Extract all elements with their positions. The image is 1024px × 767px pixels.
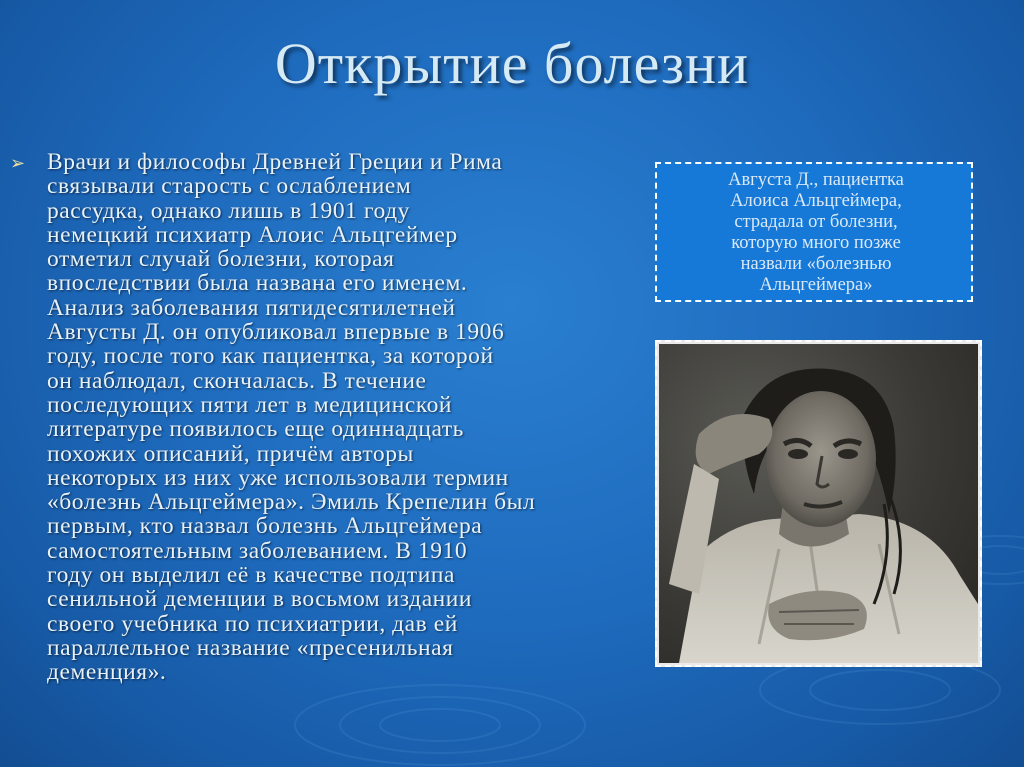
text-line: Августы Д. он опубликовал впервые в 1906	[47, 319, 505, 346]
text-line: впоследствии была названа его именем.	[47, 270, 468, 297]
portrait-illustration	[659, 344, 978, 663]
text-line: самостоятельным заболеванием. В 1910	[47, 537, 468, 564]
portrait-photo	[659, 344, 978, 663]
text-line: некоторых из них уже использовали термин	[47, 464, 509, 491]
portrait-photo-frame	[655, 340, 982, 667]
text-line: отметил случай болезни, которая	[47, 246, 395, 273]
text-line: похожих описаний, причём авторы	[47, 440, 414, 467]
caption-line: назвали «болезнью	[740, 254, 892, 274]
caption-line: Альцгеймера»	[759, 275, 873, 295]
caption-line: Августа Д., пациентка	[728, 170, 904, 190]
caption-text	[657, 170, 975, 296]
text-line: сенильной деменции в восьмом издании	[47, 586, 473, 613]
text-line: деменция».	[47, 659, 167, 686]
text-line: своего учебника по психиатрии, дав ей	[47, 610, 458, 637]
text-line: рассудка, однако лишь в 1901 году	[47, 197, 410, 224]
bullet-text	[47, 150, 647, 685]
text-line: «болезнь Альцгеймера». Эмиль Крепелин был	[47, 489, 536, 516]
text-line: он наблюдал, скончалась. В течение	[47, 367, 427, 394]
arrow-bullet-icon: ➢	[10, 153, 26, 174]
caption-line: которую много позже	[731, 233, 901, 253]
text-line: литературе появилось еще одиннадцать	[47, 416, 464, 443]
caption-box	[655, 162, 973, 302]
text-line: связывали старость с ослаблением	[47, 173, 412, 200]
text-line: году он выделил её в качестве подтипа	[47, 562, 455, 589]
text-line: Анализ заболевания пятидесятилетней	[47, 294, 456, 321]
slide-title: Открытие болезни	[274, 31, 750, 96]
text-line: немецкий психиатр Алоис Альцгеймер	[47, 221, 458, 248]
caption-line: страдала от болезни,	[734, 212, 898, 232]
text-line: последующих пяти лет в медицинской	[47, 391, 453, 418]
text-line: параллельное название «пресенильная	[47, 634, 454, 661]
text-line: первым, кто назвал болезнь Альцгеймера	[47, 513, 483, 540]
text-line: году, после того как пациентка, за которой	[47, 343, 494, 370]
caption-line: Алоиса Альцгеймера,	[730, 191, 902, 211]
text-line: Врачи и философы Древней Греции и Рима	[47, 149, 503, 175]
